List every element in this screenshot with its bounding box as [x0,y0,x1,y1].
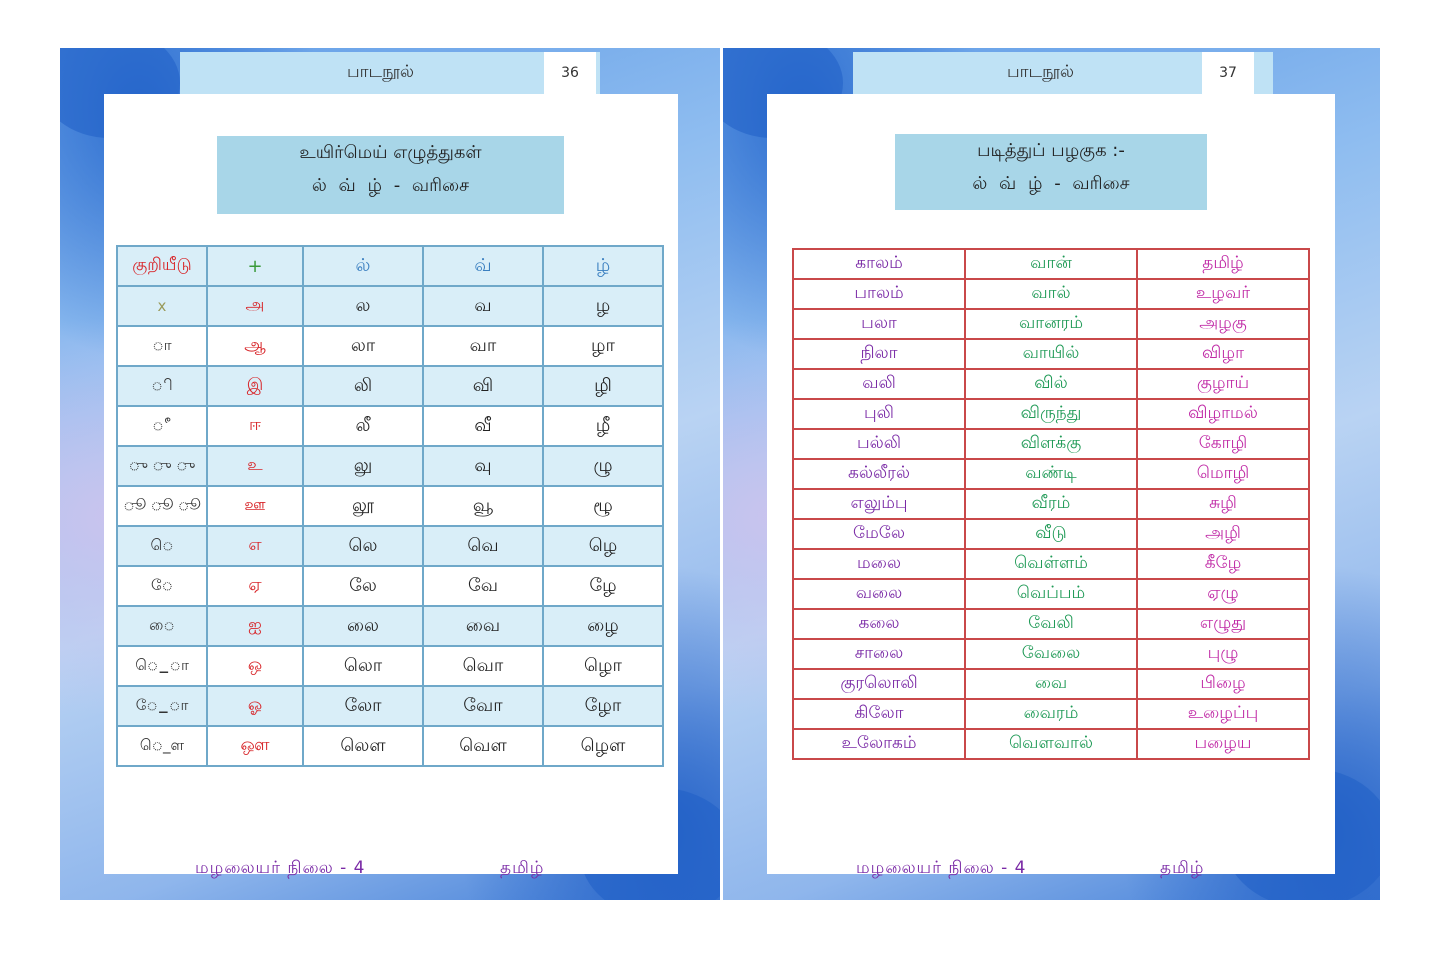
word-cell: விளக்கு [965,429,1137,459]
word-cell: விழா [1137,339,1309,369]
footer-subject: தமிழ் [500,858,545,878]
lesson-title-box [217,136,564,214]
word-cell: எழுது [1137,609,1309,639]
word-cell: நிலா [793,339,965,369]
table-row [117,606,663,646]
uyirmei-table [116,245,664,767]
word-cell: காலம் [793,249,965,279]
word-cell: வால் [965,279,1137,309]
vowel-cell: அ [207,286,303,326]
word-cell: கல்லீரல் [793,459,965,489]
vowel-cell: இ [207,366,303,406]
letter-cell: லா [303,326,423,366]
table-row [793,249,1309,279]
table-row [117,486,663,526]
table-row [793,489,1309,519]
table-row [117,526,663,566]
word-cell: வெள்ளம் [965,549,1137,579]
table-row [117,646,663,686]
letter-cell: ழா [543,326,663,366]
word-cell: கலை [793,609,965,639]
lesson-subtitle: ல் வ் ழ் - வரிசை [972,173,1130,194]
word-cell: உழைப்பு [1137,699,1309,729]
letter-cell: ழோ [543,686,663,726]
word-cell: வான் [965,249,1137,279]
header-cell: + [207,246,303,286]
table-row [793,459,1309,489]
vowel-cell: உ [207,446,303,486]
word-cell: வெப்பம் [965,579,1137,609]
letter-cell: ழொ [543,646,663,686]
letter-cell: லு [303,446,423,486]
vowel-sign-cell: ா [117,326,207,366]
page-number: 37 [1202,52,1254,94]
table-row [793,519,1309,549]
footer-subject: தமிழ் [1160,858,1205,878]
table-row [117,686,663,726]
table-row [117,286,663,326]
vowel-sign-cell: ெ_ா [117,646,207,686]
letter-cell: லி [303,366,423,406]
table-row [793,339,1309,369]
vowel-sign-cell: ி [117,366,207,406]
header-cell: வ் [423,246,543,286]
table-row [793,669,1309,699]
word-cell: பலா [793,309,965,339]
vowel-sign-cell: ை [117,606,207,646]
table-row [117,366,663,406]
vowel-cell: ஐ [207,606,303,646]
letter-cell: லீ [303,406,423,446]
vowel-cell: ஏ [207,566,303,606]
table-row [793,309,1309,339]
letter-cell: ழெ [543,526,663,566]
header-cell: ல் [303,246,423,286]
word-cell: மேலே [793,519,965,549]
table-row [793,729,1309,759]
letter-cell: வூ [423,486,543,526]
table-row [117,566,663,606]
vowel-cell: ஊ [207,486,303,526]
word-cell: புழு [1137,639,1309,669]
vowel-sign-cell: x [117,286,207,326]
header-cell: குறியீடு [117,246,207,286]
left-page [60,48,720,900]
letter-cell: ழு [543,446,663,486]
table-row [793,639,1309,669]
word-cell: பாலம் [793,279,965,309]
table-row [117,326,663,366]
letter-cell: லெ [303,526,423,566]
vowel-cell: ஔ [207,726,303,766]
page-number: 36 [544,52,596,94]
letter-cell: லே [303,566,423,606]
vowel-cell: ஒ [207,646,303,686]
vowel-sign-cell: ெ_ள [117,726,207,766]
letter-cell: வி [423,366,543,406]
letter-cell: வொ [423,646,543,686]
letter-cell: லோ [303,686,423,726]
word-cell: வீடு [965,519,1137,549]
table-row [793,609,1309,639]
vowel-cell: ஆ [207,326,303,366]
vowel-sign-cell: ூ ூ ூ [117,486,207,526]
table-row [793,279,1309,309]
table-row [793,699,1309,729]
word-cell: வீரம் [965,489,1137,519]
letter-cell: ழே [543,566,663,606]
letter-cell: ழி [543,366,663,406]
word-cell: குழாய் [1137,369,1309,399]
word-cell: பிழை [1137,669,1309,699]
letter-cell: ழூ [543,486,663,526]
word-cell: கோழி [1137,429,1309,459]
table-row [117,406,663,446]
word-cell: சாலை [793,639,965,669]
word-cell: கீழே [1137,549,1309,579]
table-row [793,399,1309,429]
vowel-cell: ஓ [207,686,303,726]
vowel-sign-cell: ீ [117,406,207,446]
letter-cell: ழீ [543,406,663,446]
table-row [793,579,1309,609]
word-cell: பல்லி [793,429,965,459]
letter-cell: வை [423,606,543,646]
letter-cell: வெ [423,526,543,566]
word-cell: சுழி [1137,489,1309,519]
word-cell: ஏழு [1137,579,1309,609]
word-cell: வைரம் [965,699,1137,729]
letter-cell: வௌ [423,726,543,766]
word-cell: வானரம் [965,309,1137,339]
word-cell: எலும்பு [793,489,965,519]
word-cell: தமிழ் [1137,249,1309,279]
lesson-title: உயிர்மெய் எழுத்துகள் [299,142,482,163]
letter-cell: வோ [423,686,543,726]
word-cell: அழி [1137,519,1309,549]
letter-cell: ழௌ [543,726,663,766]
letter-cell: லொ [303,646,423,686]
word-cell: வலை [793,579,965,609]
letter-cell: ழ [543,286,663,326]
word-cell: வலி [793,369,965,399]
word-cell: வேலை [965,639,1137,669]
lesson-title-box [895,134,1207,210]
letter-cell: வு [423,446,543,486]
table-row [793,429,1309,459]
footer-level: மழலையர் நிலை - 4 [195,858,366,878]
vowel-cell: ஈ [207,406,303,446]
letter-cell: ழை [543,606,663,646]
word-cell: அழகு [1137,309,1309,339]
table-row [793,549,1309,579]
vowel-sign-cell: ு ு ு [117,446,207,486]
table-row [117,446,663,486]
lesson-title: படித்துப் பழகுக :- [977,140,1125,161]
header-cell: ழ் [543,246,663,286]
letter-cell: வா [423,326,543,366]
letter-cell: லௌ [303,726,423,766]
vowel-sign-cell: ே [117,566,207,606]
word-cell: கிலோ [793,699,965,729]
vowel-sign-cell: ே_ா [117,686,207,726]
word-cell: புலி [793,399,965,429]
word-cell: வேலி [965,609,1137,639]
word-cell: மொழி [1137,459,1309,489]
word-cell: வில் [965,369,1137,399]
word-cell: குரலொலி [793,669,965,699]
page-header-title: பாடநூல் [347,62,415,82]
vowel-sign-cell: ெ [117,526,207,566]
table-row [117,726,663,766]
lesson-subtitle: ல் வ் ழ் - வரிசை [311,175,470,196]
word-cell: மலை [793,549,965,579]
letter-cell: வீ [423,406,543,446]
letter-cell: வே [423,566,543,606]
word-practice-table [792,248,1310,760]
letter-cell: ல [303,286,423,326]
word-cell: வௌவால் [965,729,1137,759]
word-cell: வாயில் [965,339,1137,369]
word-cell: வண்டி [965,459,1137,489]
word-cell: உழவர் [1137,279,1309,309]
footer-level: மழலையர் நிலை - 4 [856,858,1027,878]
word-cell: உலோகம் [793,729,965,759]
word-cell: பழைய [1137,729,1309,759]
right-page [723,48,1380,900]
letter-cell: லை [303,606,423,646]
letter-cell: லூ [303,486,423,526]
vowel-cell: எ [207,526,303,566]
page-header-title: பாடநூல் [1007,62,1075,82]
word-cell: வை [965,669,1137,699]
word-cell: விழாமல் [1137,399,1309,429]
letter-cell: வ [423,286,543,326]
table-header-row [117,246,663,286]
table-row [793,369,1309,399]
word-cell: விருந்து [965,399,1137,429]
